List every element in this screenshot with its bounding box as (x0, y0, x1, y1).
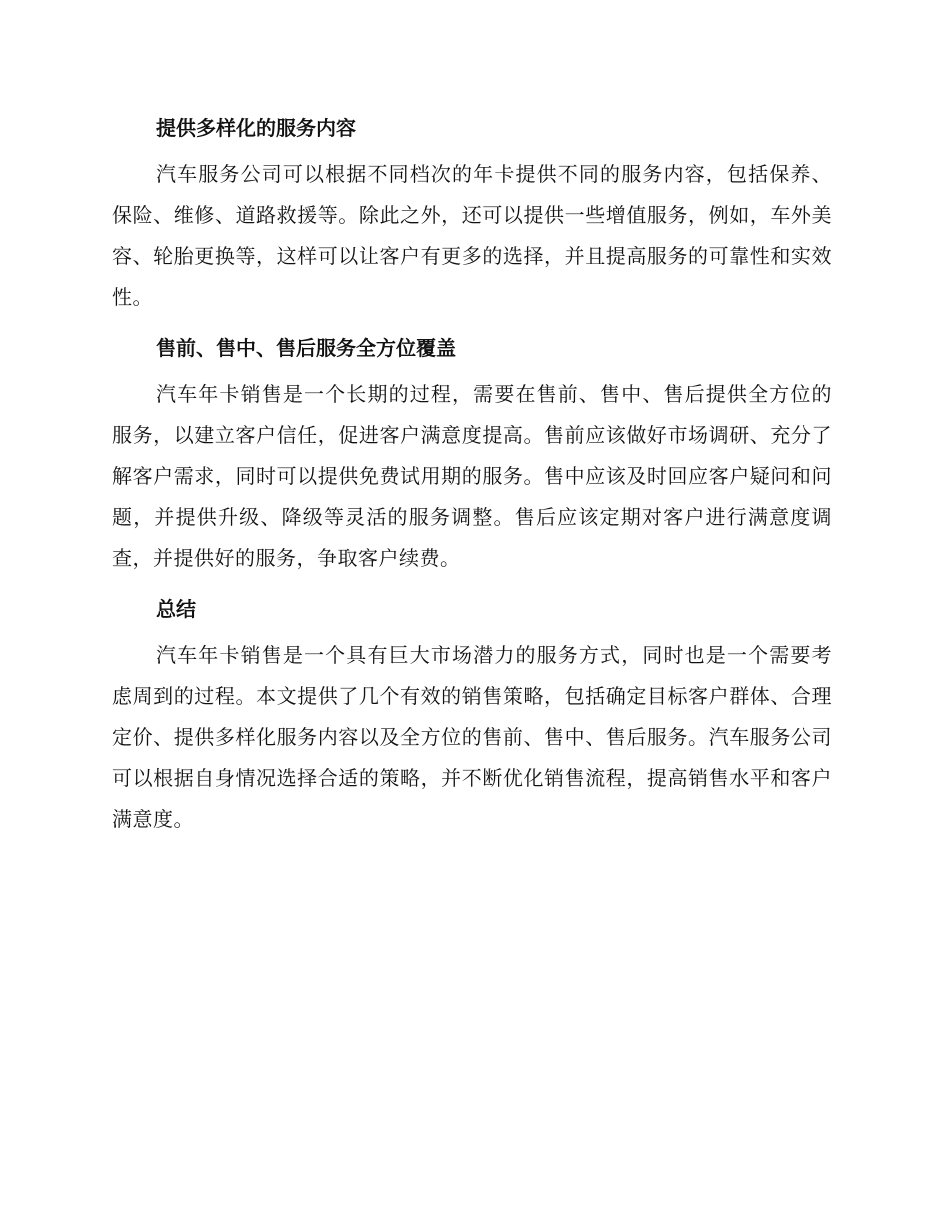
section-full-service-coverage (112, 328, 832, 579)
section-paragraph: 汽车年卡销售是一个具有巨大市场潜力的服务方式，同时也是一个需要考虑周到的过程。本文提供了几个有效的销售策略，包括确定目标客户群体、合理定价、提供多样化服务内容以及全方位的售前、售中、售后服务。汽车服务公司可以根据自身情况选择合适的策略，并不断优化销售流程，提高销售水平和客户满意度。 (112, 643, 832, 831)
section-heading: 提供多样化的服务内容 (156, 116, 356, 140)
section-heading: 售前、售中、售后服务全方位覆盖 (156, 336, 456, 360)
document-page (112, 108, 832, 850)
section-paragraph: 汽车服务公司可以根据不同档次的年卡提供不同的服务内容，包括保养、保险、维修、道路救援等。除此之外，还可以提供一些增值服务，例如，车外美容、轮胎更换等，这样可以让客户有更多的选择，并且提高服务的可靠性和实效性。 (112, 162, 832, 309)
section-heading: 总结 (156, 597, 196, 621)
section-summary (112, 589, 832, 840)
section-paragraph: 汽车年卡销售是一个长期的过程，需要在售前、售中、售后提供全方位的服务，以建立客户信任，促进客户满意度提高。售前应该做好市场调研、充分了解客户需求，同时可以提供免费试用期的服务。售中应该及时回应客户疑问和问题，并提供升级、降级等灵活的服务调整。售后应该定期对客户进行满意度调查，并提供好的服务，争取客户续费。 (112, 382, 832, 570)
section-diversified-services (112, 108, 832, 318)
